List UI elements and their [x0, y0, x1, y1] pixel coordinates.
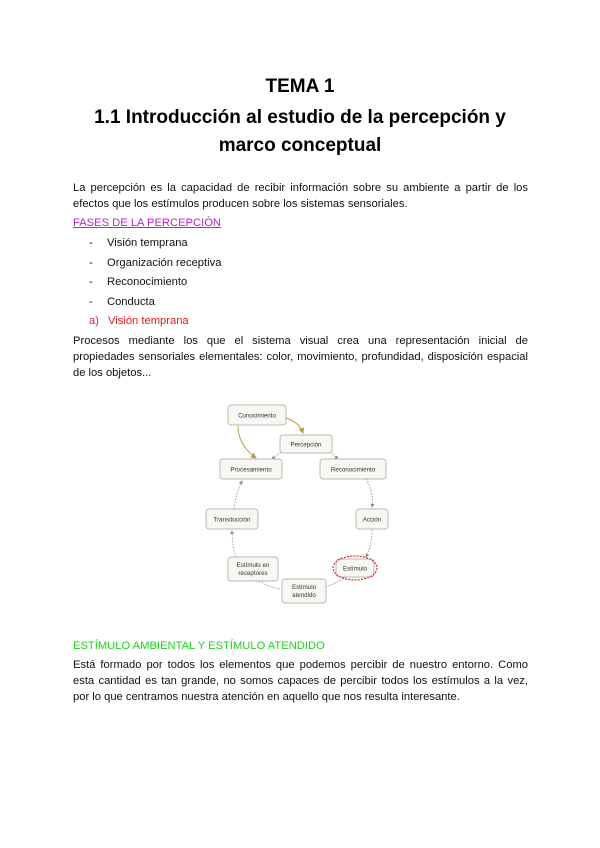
- arrow-percepcion-procesamiento: [272, 452, 281, 459]
- section-title-line-2: marco conceptual: [218, 135, 382, 156]
- subsection-b-heading: ESTÍMULO AMBIENTAL Y ESTÍMULO ATENDIDO: [73, 640, 325, 652]
- section-title: [0, 104, 600, 160]
- node-estimulo-receptores: [228, 557, 278, 581]
- phases-heading: FASES DE LA PERCEPCIÓN: [73, 217, 221, 229]
- svg-text:Estímulo: Estímulo: [291, 584, 317, 591]
- list-item: - Reconocimiento: [89, 276, 188, 289]
- intro-paragraph: La percepción es la capacidad de recibir información sobre su ambiente a partir de los efectos que los estímulos producen sobre los sistemas sensoriales.: [73, 182, 528, 210]
- svg-text:Estímulo en: Estímulo en: [236, 562, 270, 569]
- node-procesamiento: [220, 459, 282, 479]
- subsection-a-heading: a) Visión temprana: [89, 315, 189, 327]
- section-title-line-1: 1.1 Introducción al estudio de la percepción y: [94, 107, 506, 128]
- phases-list: [73, 236, 221, 315]
- arrow-receptores-transduccion: [232, 531, 236, 557]
- svg-text:Procesamiento: Procesamiento: [230, 466, 272, 474]
- svg-text:Reconocimiento: Reconocimiento: [330, 466, 376, 474]
- node-conocimiento: [228, 405, 286, 425]
- node-estimulo-atendido: [282, 579, 326, 603]
- arrow-reconocimiento-accion: [366, 479, 372, 507]
- node-reconocimiento: [320, 459, 386, 479]
- arrow-accion-estimulo: [366, 530, 372, 557]
- node-accion: [356, 509, 388, 529]
- svg-text:Acción: Acción: [362, 516, 382, 524]
- subsection-b-paragraph: Está formado por todos los elementos que podemos percibir de nuestro entorno. Como esta cantidad es tan grande, no somos capaces de percibir todos los estímulos a la vez, por lo que centramos nuestra atención en aquello que nos resulta interesante.: [73, 659, 528, 703]
- svg-text:Conocimiento: Conocimiento: [238, 412, 276, 420]
- list-item: - Conducta: [89, 296, 155, 309]
- list-item: - Organización receptiva: [89, 256, 222, 269]
- page-title: TEMA 1: [265, 76, 335, 97]
- arrow-percepcion-reconocimiento: [330, 452, 338, 459]
- svg-text:atendido: atendido: [292, 592, 316, 599]
- list-item: - Visión temprana: [89, 237, 188, 249]
- perception-cycle-diagram: [196, 397, 410, 609]
- arrow-transduccion-procesamiento: [234, 481, 242, 509]
- svg-text:Percepción: Percepción: [290, 441, 322, 449]
- node-transduccion: [206, 509, 258, 529]
- arrow-conocimiento-percepcion: [286, 418, 303, 433]
- subsection-a-paragraph: Procesos mediante los que el sistema visual crea una representación inicial de propiedades sensoriales elementales: color, movimiento, profundidad, disposición espacial de los objetos...: [73, 335, 528, 379]
- svg-text:receptores: receptores: [238, 570, 268, 577]
- svg-text:Estímulo: Estímulo: [342, 565, 368, 573]
- node-percepcion: [280, 435, 332, 453]
- svg-text:Transducción: Transducción: [213, 516, 251, 524]
- arrow-conocimiento-procesamiento: [238, 426, 256, 458]
- node-estimulo: [336, 559, 374, 577]
